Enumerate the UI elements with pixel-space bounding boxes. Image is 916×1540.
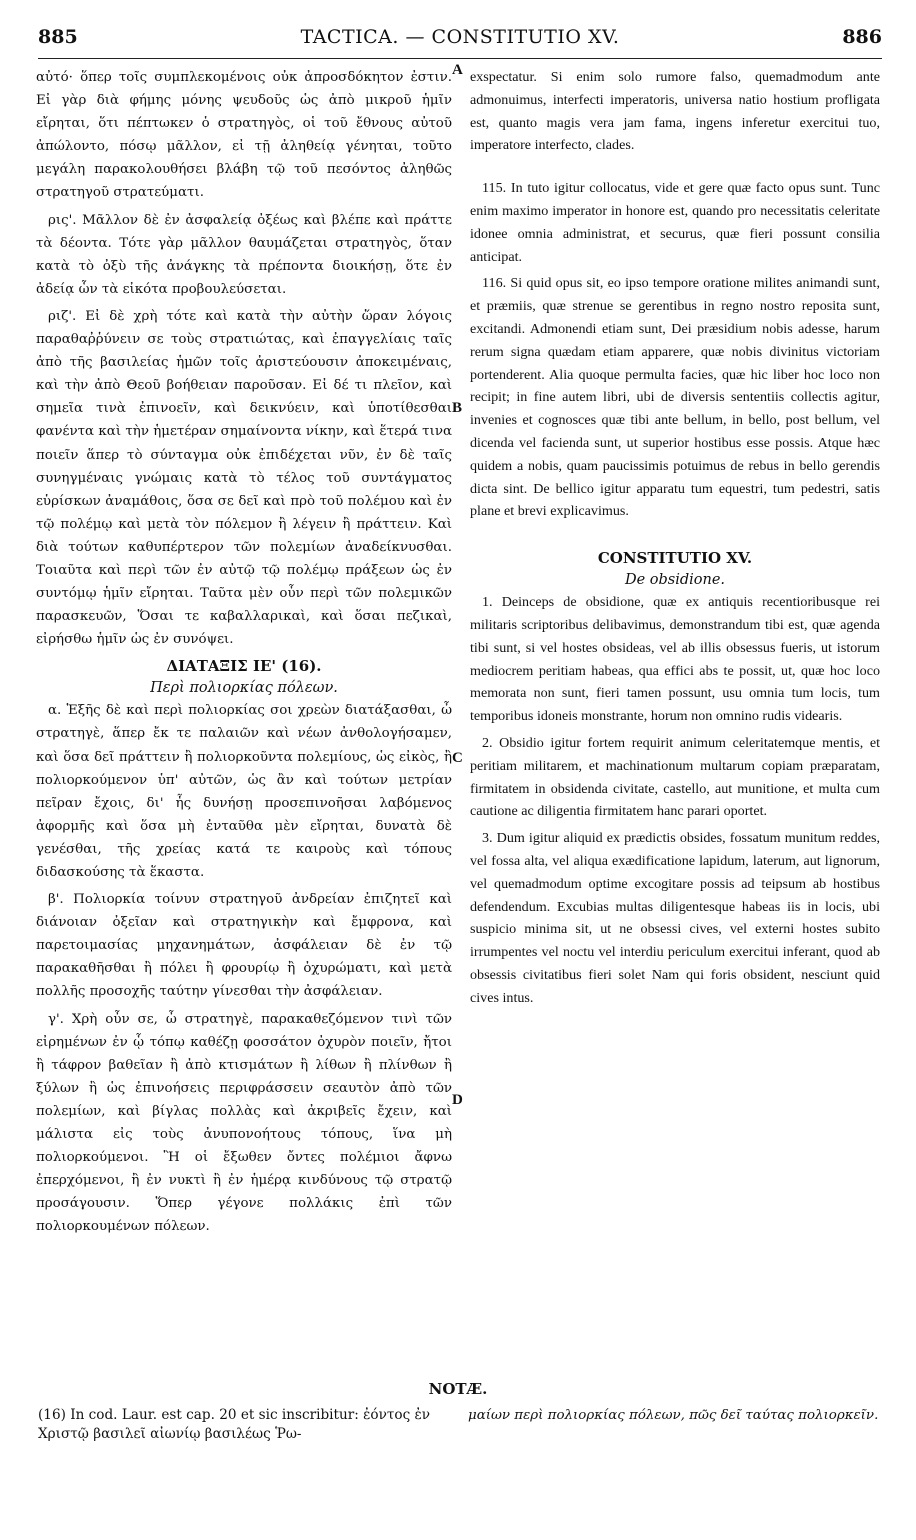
latin-section-title: CONSTITUTIO XV. — [597, 549, 753, 568]
greek-paragraph: ριζ'. Εἰ δὲ χρὴ τότε καὶ κατὰ τὴν αὐτὴν ὥραν λόγοις παραθαῤῥύνειν σε τοὺς στρατιώτας, καὶ ἐπαγγελίαις ταῖς ἀπὸ τῆς βασιλείας ἡμῶν τοῖς ἀριστεύουσιν ἀποκειμέναις, καὶ τὴν ἀπὸ Θεοῦ βοήθειαν παροῦσαν. Εἰ δέ τι πλεῖον, καὶ σημεῖα τινὰ ἐπινοεῖν, καὶ δεικνύειν, καὶ ὑποτίθεσθαι φανέντα καὶ τὴν ἡμετέραν σημαίνοντα νίκην, καὶ ἕτερά τινα ποιεῖν ἅπερ τὸ σύνταγμα οὐκ ἐπιδέχεται νῦν, ἐν δὲ ταῖς συνηγμέναις γνώμαις κατὰ τὸ τέλος τοῦ συντάγματος εὑρίσκων ἀναμάθοις, ὅσα σε δεῖ καὶ πρὸ τοῦ πολέμου καὶ ἐν τῷ πολέμῳ καὶ μετὰ τὸν πόλεμον ἢ λέγειν ἢ πράττειν. Καὶ διὰ τούτων καθυπέρτερον τῶν πολεμίων ἀναδείκνυσθαι. Τοιαῦτα καὶ περὶ τῶν ἐν αὐτῷ τῷ πολέμῳ πράξεων ὡς ἐν συντόμῳ ἡμῖν εἴρηται. Ταῦτα μὲν οὖν περὶ τῶν πολεμικῶν παρασκευῶν, Ὅσαι τε καβαλλαρικαὶ, καὶ ὅσαι πεζικαὶ, εἰρήσθω ἡμῖν ὡς ἐν συνόψει. — [36, 308, 452, 648]
footnote-left: (16) In cod. Laur. est cap. 20 et sic inscribitur: ἐόντος ἐν Χριστῷ βασιλεῖ αἰωνίῳ βασιλέως Ῥω- — [38, 1407, 431, 1442]
latin-paragraph: 2. Obsidio igitur fortem requirit animum celeritatemque mentis, et peritiam militarem, et machinationum multarum copiam præparatam, firmitatem in obsidenda civitate, castello, aut munitione, et multa cum cautione ac diligentia firmitatem hanc parari oportet. — [470, 734, 880, 820]
greek-paragraph: ρις'. Μᾶλλον δὲ ἐν ἀσφαλείᾳ ὀξέως καὶ βλέπε καὶ πράττε τὰ δέοντα. Τότε γὰρ μᾶλλον θαυμάζεται στρατηγὸς, ὅταν κατὰ τὸ ὀξὺ τῆς ἀνάγκης τὰ πρέποντα διοικήσῃ, ὅτε ἐν ἀδείᾳ ὧν τὰ εἰκότα προβουλεύσεται. — [36, 212, 452, 297]
latin-paragraph: 1. Deinceps de obsidione, quæ ex antiquis recentioribusque rei militaris scriptoribus delibavimus, demonstrandum tibi est, quæ agenda tibi sunt, si vel hostes obsideas, vel ab illis obsessus fueris, ut istorum mediocrem peritiam habeas, qua effici abs te possit, ut, quæ hoc loco memorata non sunt, fieri tamen possunt, usu omnia tum locis, tum temporibus idoneis monstrante, horum non omnino rudis videaris. — [470, 594, 880, 725]
greek-section-title: ΔΙΑΤΑΞΙΣ ΙΕ' (16). — [166, 657, 322, 676]
running-header — [38, 26, 882, 60]
footnote-right: μαίων περὶ πολιορκίας πόλεων, πῶς δεῖ ταύτας πολιορκεῖν. — [468, 1408, 879, 1423]
greek-paragraph: αὐτό· ὅπερ τοῖς συμπλεκομένοις οὐκ ἀπροσδόκητον ἐστιν. Εἰ γὰρ διὰ φήμης μόνης ψευδοῦς ὡς ἀπὸ μικροῦ ἡμῖν εἴρηται, ὅτι πέπτωκεν ὁ στρατηγὸς, οἱ τοῦ ἔθνους αὐτοῦ ἀπώλοντο, πόσῳ μᾶλλον, εἰ τῇ ἀληθείᾳ γένηται, τοῦτο μεγάλη παρακολουθήσει βλάβη τῷ τοῦ πεσόντος ἀληθῶς στρατηγοῦ στρατεύματι. — [36, 70, 452, 201]
margin-letter-d: D — [452, 1092, 463, 1108]
latin-section-subtitle: De obsidione. — [624, 572, 726, 589]
margin-letter-c: C — [452, 750, 463, 766]
latin-paragraph: exspectatur. Si enim solo rumore falso, quemadmodum ante admonuimus, interfecti imperatoris, universa natio hostium profligata est, quanto magis vera jam fama, ingens inferetur exercitui tuo, imperatore interfecto, clades. — [470, 69, 880, 154]
header-rule — [38, 58, 882, 59]
page-number-right: 886 — [842, 26, 882, 48]
notes-title: NOTÆ. — [428, 1380, 488, 1398]
margin-letter-b: B — [452, 400, 463, 416]
latin-paragraph: 115. In tuto igitur collocatus, vide et gere quæ facto opus sunt. Tunc enim maximo imperator in honore est, quando pro necessitatis celeritate idonee omnia administrat, et securus, quæ fieri possunt consilia anticipat. — [470, 180, 880, 265]
greek-section-subtitle: Περὶ πολιορκίας πόλεων. — [150, 680, 338, 697]
latin-paragraph: 3. Dum igitur aliquid ex prædictis obsides, fossatum munitum reddes, vel fossa alta, vel aliqua exædificatione lapidum, laterum, aut lignorum, vel quemadmodum optime excogitare possis ad teipsum ab hostibus defendendum. Excubias multas diligentesque habeas iis in locis, ubi suspicio minima sit, ut ne obsessi cives, vel externi hostes subito irrumpentes vel noctu vel interdiu periculum exercitui inferant, quod ab obsessis civitatibus fieri solet Nam qui foris obsident, nesciunt quid cives intus. — [470, 830, 880, 1006]
greek-paragraph: α. Ἑξῆς δὲ καὶ περὶ πολιορκίας σοι χρεὼν διατάξασθαι, ὦ στρατηγὲ, ἅπερ ἔκ τε παλαιῶν καὶ νέων ἀνθολογήσαμεν, καὶ ὅσα δεῖ πράττειν ἢ πολιορκοῦντα πολεμίους, ὡς εἰκὸς, ἢ πολιορκούμενον ὑπ' αὐτῶν, ὡς ἂν καὶ τούτων μετρίαν πεῖραν ἔχοις, δι' ἧς δυνήσῃ προσεπινοῆσαι λαβόμενος ἀφορμῆς καὶ ὅσα μὴ ἐνταῦθα μὲν εἴρηται, δυνατὰ δὲ γενέσθαι, τῆς χρείας κατά τε καιροὺς καὶ τόπους διδασκούσης τὰ ἕκαστα. — [36, 703, 452, 880]
greek-paragraph: γ'. Χρὴ οὖν σε, ὦ στρατηγὲ, παρακαθεζόμενον τινὶ τῶν εἰρημένων ἐν ᾧ τόπῳ καθέζῃ φοσσάτον ὀχυρὸν ποιεῖν, ἤτοι ἢ τάφρον βαθεῖαν ἢ ἀπὸ κτισμάτων ἢ λίθων ἢ πλίνθων ἢ ξύλων ἢ ὡς ἐπινοήσεις περιφράσσειν σεαυτὸν ἀπὸ τῶν πολεμίων, καὶ βίγλας πολλὰς καὶ ἀκριβεῖς ἔχειν, καὶ μάλιστα εἰς τοὺς ἀνυπονοήτους τόπους, ἵνα μὴ πολιορκούμενοι. Ἢ οἱ ἔξωθεν ὄντες πολέμιοι ἄφνω ἐπερχόμενοι, ἢ ἐν νυκτὶ ἢ ἐν ἡμέρᾳ κινδύνους τῷ στρατῷ προσάγουσιν. Ὅπερ γέγονε πολλάκις ἐπὶ τῶν πολιορκουμένων πόλεων. — [36, 1011, 452, 1235]
latin-column — [470, 66, 880, 1013]
running-title: TACTICA. — CONSTITUTIO XV. — [300, 26, 620, 48]
greek-column — [36, 66, 452, 1243]
page-number-left: 885 — [38, 26, 78, 48]
latin-paragraph: 116. Si quid opus sit, eo ipso tempore oratione milites animandi sunt, et præmiis, quæ strenue se gerentibus in regno nostro reposita sunt, excitandi. Admonendi etiam sunt, Dei præsidium nobis adesse, harum rerum signa quædam etiam apparere, quæ nobis divinitus victoriam portenderent. Alia quoque permulta facies, quæ hic liber hoc loco non recipit; in fine autem libri, ubi de diversis sententiis collectis agitur, invenies et cognosces quæ tibi ante bellum, in bello, post bellum, vel dicenda vel facienda sunt, ut superior hostibus esse possis. Atque hæc quidem a nobis, quam paucissimis potuimus de rebus in bello gerendis dicta sint. De bellico igitur apparatu tum equestri, tum pedestri, satis plane et brevi explicavimus. — [470, 275, 880, 520]
greek-paragraph: β'. Πολιορκία τοίνυν στρατηγοῦ ἀνδρείαν ἐπιζητεῖ καὶ διάνοιαν ὀξεῖαν καὶ στρατηγικὴν καὶ ἔμφρονα, καὶ παρετοιμασίας μηχανημάτων, ἀσφάλειαν δὲ ἐν τῷ παρακαθῆσθαι ἢ πόλει ἢ φρουρίῳ ἢ ὀχυρώματι, καὶ μετὰ πολλῆς προσοχῆς ταύτην γίνεσθαι τὴν ἀσφάλειαν. — [36, 892, 452, 1000]
margin-letter-a: A — [452, 62, 463, 78]
